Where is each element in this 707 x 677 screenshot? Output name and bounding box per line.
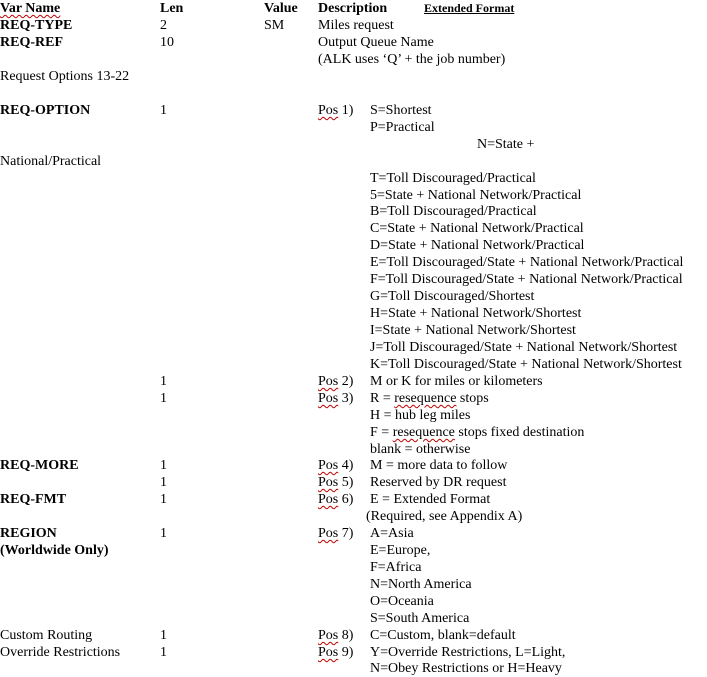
req-option-line: P=Practical (370, 120, 435, 135)
req-ref-desc: Output Queue Name (318, 35, 434, 50)
pos2-desc: M or K for miles or kilometers (370, 374, 543, 389)
req-ref-name: REQ-REF (0, 35, 63, 50)
region-name-2: (Worldwide Only) (0, 543, 109, 558)
req-option-line: B=Toll Discouraged/Practical (370, 204, 537, 219)
req-option-line: K=Toll Discouraged/State + National Network/Shortest (370, 357, 682, 372)
req-type-desc: Miles request (318, 18, 394, 33)
req-more-pos: Pos 4) (318, 458, 354, 473)
req-fmt-desc-2: (Required, see Appendix A) (366, 509, 523, 524)
custom-routing-name: Custom Routing (0, 628, 93, 643)
req-option-len: 1 (160, 103, 167, 118)
region-line: S=South America (370, 611, 470, 626)
req-option-line: F=Toll Discouraged/State + National Network/Practical (370, 272, 683, 287)
pos3-len: 1 (160, 391, 167, 406)
req-option-line: D=State + National Network/Practical (370, 238, 585, 253)
pos3-line: blank = otherwise (370, 442, 471, 457)
override-restrictions-name: Override Restrictions (0, 645, 121, 660)
req-more-name: REQ-MORE (0, 458, 79, 473)
req-type-value: SM (264, 18, 285, 33)
region-line: E=Europe, (370, 543, 431, 558)
req-option-line: I=State + National Network/Shortest (370, 323, 576, 338)
override-restrictions-len: 1 (160, 645, 167, 660)
pos5-desc: Reserved by DR request (370, 475, 507, 490)
req-option-line: N=State + (477, 137, 535, 152)
region-pos: Pos 7) (318, 526, 354, 541)
override-restrictions-desc: Y=Override Restrictions, L=Light, (370, 645, 566, 660)
pos5-pos: Pos 5) (318, 475, 354, 490)
req-option-line: S=Shortest (370, 103, 432, 118)
req-type-name: REQ-TYPE (0, 18, 73, 33)
header-var-name: Var Name (0, 1, 61, 16)
req-option-line: C=State + National Network/Practical (370, 221, 584, 236)
req-type-len: 2 (160, 18, 167, 33)
req-ref-desc-2: (ALK uses ‘Q’ + the job number) (318, 52, 506, 67)
header-value: Value (264, 1, 298, 16)
pos3-line: H = hub leg miles (370, 408, 471, 423)
req-option-line: 5=State + National Network/Practical (370, 188, 582, 203)
req-option-line: National/Practical (0, 154, 102, 169)
pos3-line: F = resequence stops fixed destination (370, 425, 585, 440)
req-fmt-pos: Pos 6) (318, 492, 354, 507)
pos3-line: R = resequence stops (370, 391, 489, 406)
region-line: F=Africa (370, 560, 422, 575)
region-line: O=Oceania (370, 594, 434, 609)
req-fmt-len: 1 (160, 492, 167, 507)
req-option-line: J=Toll Discouraged/State + National Network/Shortest (370, 340, 678, 355)
pos2-pos: Pos 2) (318, 374, 354, 389)
custom-routing-pos: Pos 8) (318, 628, 354, 643)
override-restrictions-pos: Pos 9) (318, 645, 354, 660)
region-name: REGION (0, 526, 57, 541)
req-fmt-desc: E = Extended Format (370, 492, 491, 507)
pos5-len: 1 (160, 475, 167, 490)
req-fmt-name: REQ-FMT (0, 492, 67, 507)
pos3-pos: Pos 3) (318, 391, 354, 406)
header-description: Description (318, 1, 388, 16)
header-extended-format: Extended Format (424, 1, 515, 15)
region-line: N=North America (370, 577, 472, 592)
region-line: A=Asia (370, 526, 414, 541)
req-option-line: G=Toll Discouraged/Shortest (370, 289, 535, 304)
req-option-name: REQ-OPTION (0, 103, 91, 118)
req-more-desc: M = more data to follow (370, 458, 508, 473)
req-option-line: H=State + National Network/Shortest (370, 306, 582, 321)
override-restrictions-desc-2: N=Obey Restrictions or H=Heavy (370, 661, 562, 676)
region-len: 1 (160, 526, 167, 541)
req-option-pos: Pos 1) (318, 103, 354, 118)
custom-routing-len: 1 (160, 628, 167, 643)
request-options-label: Request Options 13-22 (0, 69, 130, 84)
req-option-line: E=Toll Discouraged/State + National Network/Practical (370, 255, 684, 270)
header-len: Len (160, 1, 184, 16)
custom-routing-desc: C=Custom, blank=default (370, 628, 516, 643)
req-option-line: T=Toll Discouraged/Practical (370, 171, 536, 186)
req-ref-len: 10 (160, 35, 174, 50)
pos2-len: 1 (160, 374, 167, 389)
req-more-len: 1 (160, 458, 167, 473)
